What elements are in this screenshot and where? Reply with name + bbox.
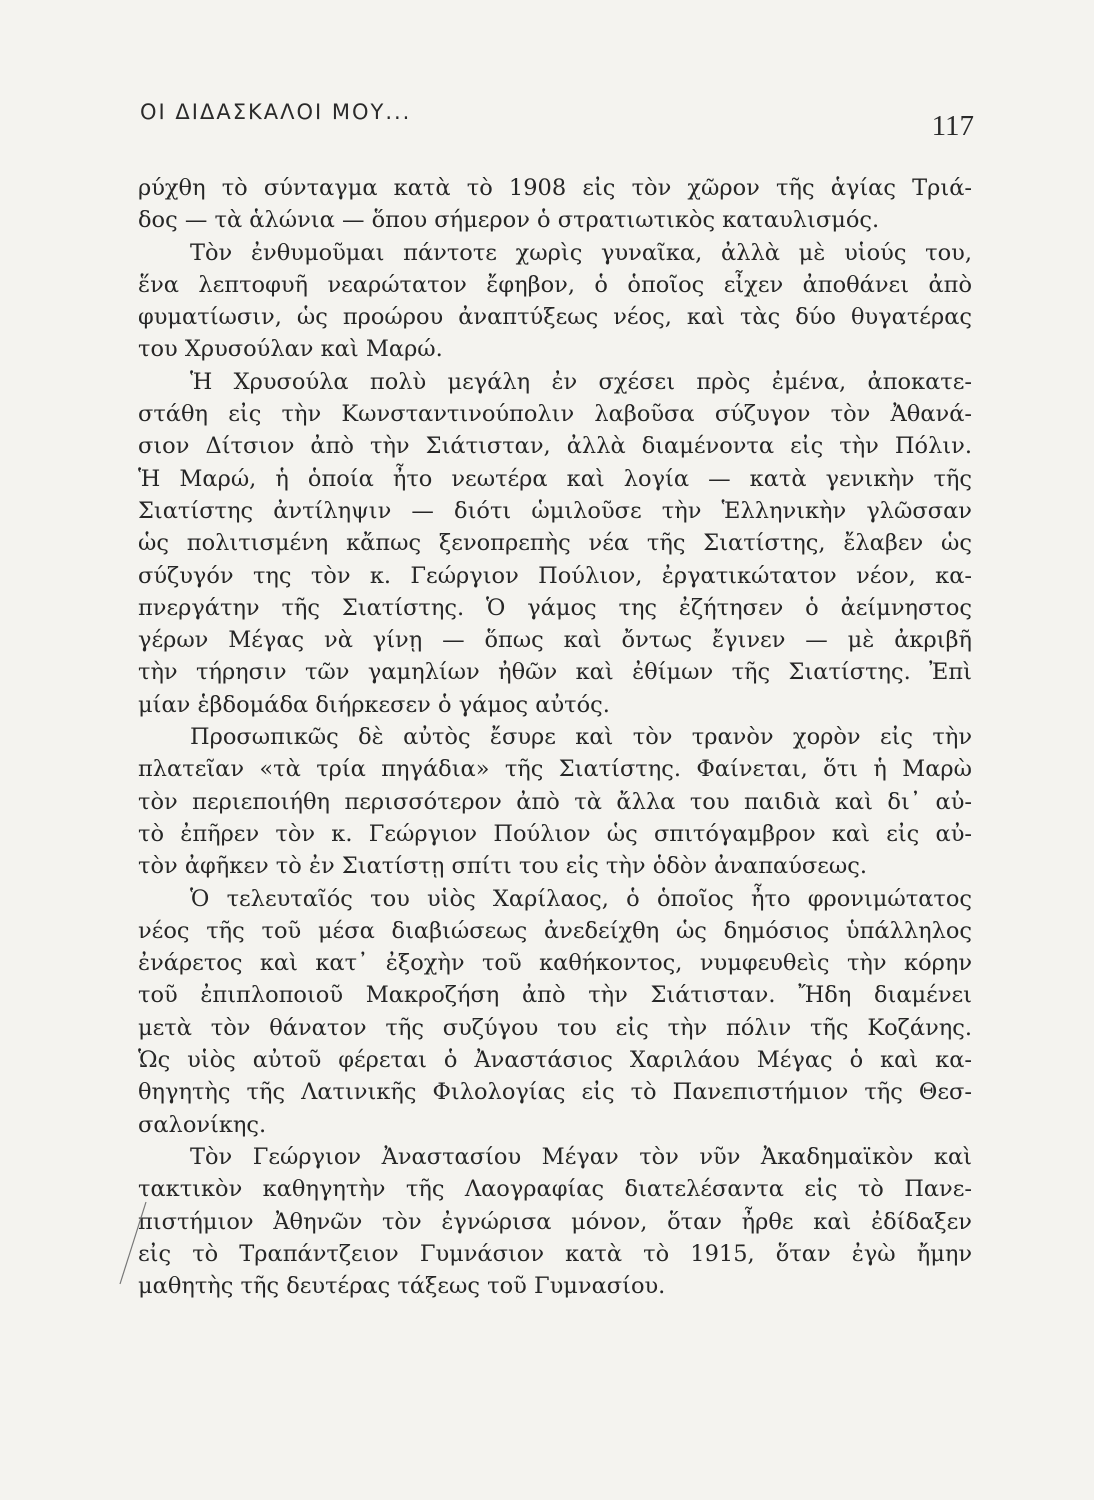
text-line: νέος τῆς τοῦ μέσα διαβιώσεως ἀνεδείχθη ὡς δημόσιος ὑπάλληλος: [138, 917, 972, 944]
text-line: φυματίωσιν, ὡς προώρου ἀναπτύξεως νέος, καὶ τὰς δύο θυγατέρας: [138, 304, 972, 331]
text-line: Σιατίστης ἀντίληψιν — διότι ὡμιλοῦσε τὴν Ἑλληνικὴν γλῶσσαν: [138, 497, 972, 524]
text-line: σύζυγόν της τὸν κ. Γεώργιον Πούλιον, ἐργατικώτατον νέον, κα-: [138, 562, 972, 589]
text-line: σαλονίκης.: [138, 1111, 267, 1138]
pencil-mark: [118, 1198, 148, 1288]
text-line: τὸν περιεποιήθη περισσότερον ἀπὸ τὰ ἄλλα του παιδιὰ καὶ δι᾽ αὐ-: [138, 788, 972, 815]
text-body: [138, 172, 972, 1302]
text-line: σιον Δίτσιον ἀπὸ τὴν Σιάτισταν, ἀλλὰ διαμένοντα εἰς τὴν Πόλιν.: [138, 433, 972, 460]
text-line: Τὸν ἐνθυμοῦμαι πάντοτε χωρὶς γυναῖκα, ἀλλὰ μὲ υἱούς του,: [190, 239, 972, 266]
text-line: Προσωπικῶς δὲ αὐτὸς ἔσυρε καὶ τὸν τρανὸν χορὸν εἰς τὴν: [190, 724, 972, 751]
text-line: ὡς πολιτισμένη κἄπως ξενοπρεπὴς νέα τῆς Σιατίστης, ἔλαβεν ὡς: [138, 530, 972, 557]
running-head: ΟΙ ΔΙΔΑΣΚΑΛΟΙ ΜΟΥ...: [140, 100, 412, 124]
text-line: πνεργάτην τῆς Σιατίστης. Ὁ γάμος της ἐζήτησεν ὁ ἀείμνηστος: [138, 594, 972, 621]
text-line: τὸν ἀφῆκεν τὸ ἐν Σιατίστῃ σπίτι του εἰς τὴν ὁδὸν ἀναπαύσεως.: [138, 853, 867, 880]
text-line: μετὰ τὸν θάνατον τῆς συζύγου του εἰς τὴν πόλιν τῆς Κοζάνης.: [138, 1014, 972, 1041]
text-line: τακτικὸν καθηγητὴν τῆς Λαογραφίας διατελέσαντα εἰς τὸ Πανε-: [138, 1176, 972, 1203]
text-line: πλατεῖαν «τὰ τρία πηγάδια» τῆς Σιατίστης. Φαίνεται, ὅτι ἡ Μαρὼ: [138, 756, 972, 783]
text-line: τοῦ ἐπιπλοποιοῦ Μακροζήση ἀπὸ τὴν Σιάτισταν. Ἤδη διαμένει: [138, 982, 972, 1009]
text-line: Ἡ Χρυσούλα πολὺ μεγάλη ἐν σχέσει πρὸς ἐμένα, ἀποκατε-: [190, 368, 972, 395]
text-line: του Χρυσούλαν καὶ Μαρώ.: [138, 336, 443, 363]
text-line: μίαν ἑβδομάδα διήρκεσεν ὁ γάμος αὐτός.: [138, 691, 610, 718]
text-line: Τὸν Γεώργιον Ἀναστασίου Μέγαν τὸν νῦν Ἀκαδημαϊκὸν καὶ: [190, 1143, 972, 1170]
text-line: στάθη εἰς τὴν Κωνσταντινούπολιν λαβοῦσα σύζυγον τὸν Ἀθανά-: [138, 401, 972, 428]
text-line: ἐνάρετος καὶ κατ᾽ ἐξοχὴν τοῦ καθήκοντος, νυμφευθεὶς τὴν κόρην: [138, 950, 972, 977]
text-line: Ὡς υἱὸς αὐτοῦ φέρεται ὁ Ἀναστάσιος Χαριλάου Μέγας ὁ καὶ κα-: [138, 1047, 972, 1074]
text-line: ρύχθη τὸ σύνταγμα κατὰ τὸ 1908 εἰς τὸν χῶρον τῆς ἁγίας Τριά-: [138, 175, 972, 201]
text-line: θηγητὴς τῆς Λατινικῆς Φιλολογίας εἰς τὸ Πανεπιστήμιον τῆς Θεσ-: [138, 1079, 972, 1106]
text-line: τὴν τήρησιν τῶν γαμηλίων ἠθῶν καὶ ἐθίμων τῆς Σιατίστης. Ἐπὶ: [138, 659, 972, 686]
text-line: μαθητὴς τῆς δευτέρας τάξεως τοῦ Γυμνασίου.: [138, 1273, 666, 1300]
text-line: πιστήμιον Ἀθηνῶν τὸν ἐγνώρισα μόνον, ὅταν ἦρθε καὶ ἐδίδαξεν: [138, 1208, 972, 1235]
page-number: 117: [931, 110, 974, 142]
text-line: Ὁ τελευταῖός του υἱὸς Χαρίλαος, ὁ ὁποῖος ἦτο φρονιμώτατος: [190, 885, 972, 912]
text-line: εἰς τὸ Τραπάντζειον Γυμνάσιον κατὰ τὸ 1915, ὅταν ἐγὼ ἤμην: [138, 1240, 972, 1267]
text-line: δος — τὰ ἁλώνια — ὅπου σήμερον ὁ στρατιωτικὸς καταυλισμός.: [138, 207, 880, 234]
text-line: Ἡ Μαρώ, ἡ ὁποία ἦτο νεωτέρα καὶ λογία — κατὰ γενικὴν τῆς: [138, 465, 972, 492]
text-line: τὸ ἐπῆρεν τὸν κ. Γεώργιον Πούλιον ὡς σπιτόγαμβρον καὶ εἰς αὐ-: [138, 820, 972, 847]
text-line: γέρων Μέγας νὰ γίνῃ — ὅπως καὶ ὄντως ἔγινεν — μὲ ἀκριβῆ: [138, 627, 972, 654]
text-line: ἕνα λεπτοφυῆ νεαρώτατον ἔφηβον, ὁ ὁποῖος εἶχεν ἀποθάνει ἀπὸ: [138, 271, 972, 298]
